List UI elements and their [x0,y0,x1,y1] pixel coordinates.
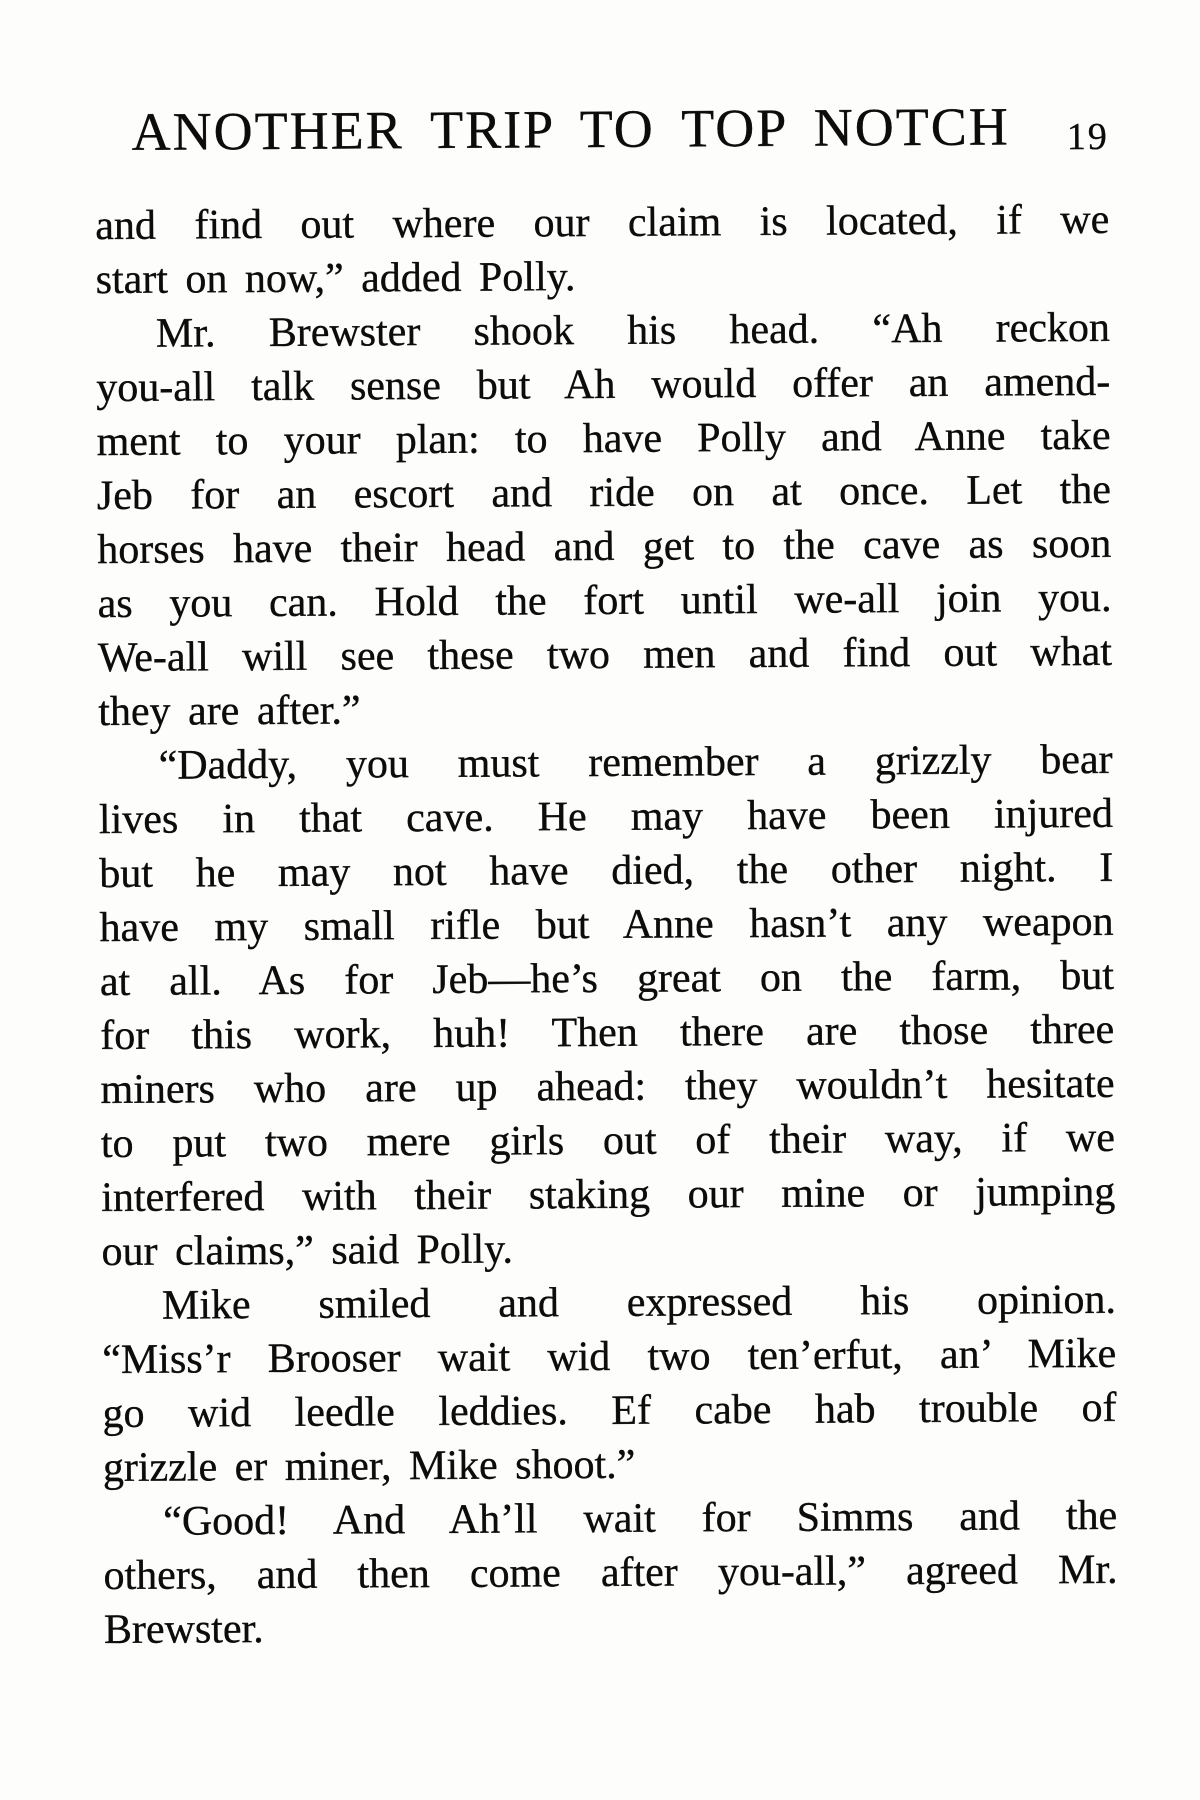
text-line: interfered with their staking our mine or jumping [101,1168,1116,1222]
text-line: our claims,” said Polly. [101,1226,514,1276]
text-line: miners who are up ahead: they wouldn’t hesitate [100,1060,1115,1114]
text-line: Mike smiled and expressed his opinion. [161,1276,1117,1329]
text-line: start on now,” added Polly. [95,254,576,304]
text-line: and find out where our claim is located, if we [95,196,1110,250]
text-line: Brewster. [103,1606,264,1654]
text-line: go wid leedle leddies. Ef cabe hab trouble of [102,1384,1117,1438]
text-line: We-all will see these two men and find out what [97,628,1113,682]
text-line: grizzle er miner, Mike shoot.” [102,1441,636,1492]
running-header [95,96,1109,162]
text-line: but he may not have died, the other night. I [99,844,1114,898]
text-line: they are after.” [98,687,361,736]
text-line: have my small rifle but Anne hasn’t any weapon [99,898,1114,952]
text-line: at all. As for Jeb—he’s great on the farm, but [99,952,1115,1006]
text-line: “Daddy, you must remember a grizzly bear [158,736,1113,789]
page-number: 19 [1066,115,1109,159]
text-line: ment to your plan: to have Polly and Anne take [96,412,1111,466]
text-line: for this work, huh! Then there are those three [100,1006,1115,1060]
text-line: horses have their head and get to the cave as soon [97,520,1112,574]
text-line: “Miss’r Brooser wait wid two ten’erfut, an’ Mike [102,1330,1117,1384]
text-line: lives in that cave. He may have been injured [98,790,1114,844]
page-body [95,193,1118,1657]
text-line: to put two mere girls out of their way, if we [100,1114,1116,1168]
text-line: as you can. Hold the fort until we-all join you. [97,574,1112,628]
text-line: others, and then come after you-all,” agreed Mr. [103,1546,1118,1600]
chapter-running-title: ANOTHER TRIP TO TOP NOTCH [131,96,1010,162]
text-line: you-all talk sense but Ah would offer an amend- [96,358,1111,412]
text-line: Mr. Brewster shook his head. “Ah reckon [155,304,1111,357]
text-line: Jeb for an escort and ride on at once. Let the [96,466,1112,520]
text-line: “Good! And Ah’ll wait for Simms and the [163,1492,1118,1545]
